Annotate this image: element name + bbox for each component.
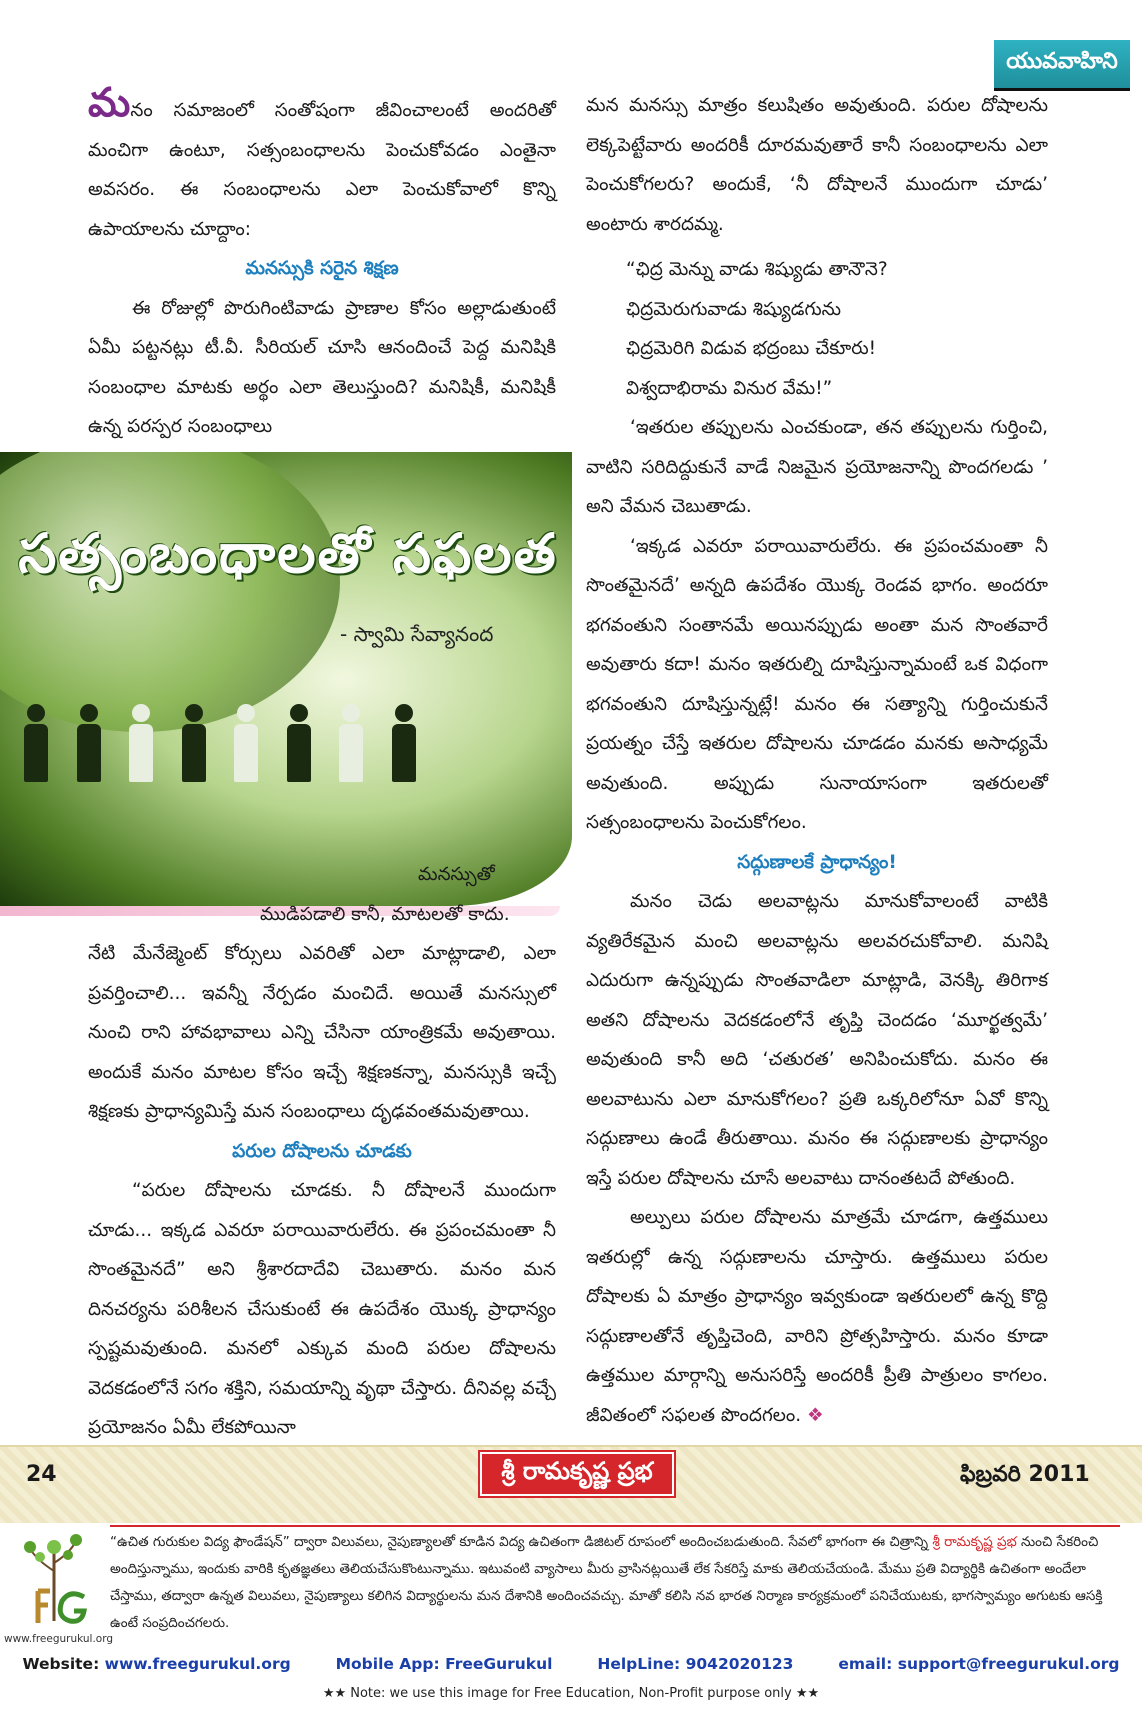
paragraph-1: ఈ రోజుల్లో పొరుగింటివాడు ప్రాణాల కోసం అల్లాడుతుంటే ఏమీ పట్టనట్లు టీ.వీ. సీరియల్ చూసి ఆనందించే పెద్ద మనిషికి సంబంధాల మాటకు అర్థం ఎలా తెలుస్తుంది? మనిషికీ, మనిషికీ ఉన్న పరస్పర సంబంధాలు — [88, 297, 556, 437]
verse-line: ఛిద్రమెరిగి విడువ భద్రంబు చేకూరు! — [626, 338, 877, 359]
email-link[interactable]: email: support@freegurukul.org — [838, 1655, 1120, 1673]
heading-virtues-first: సద్గుణాలకే ప్రాధాన్యం! — [737, 851, 897, 873]
paragraph-2: నేటి మేనేజ్మెంట్ కోర్సులు ఎవరితో ఎలా మాట్లాడాలి, ఎలా ప్రవర్తించాలి... ఇవన్నీ నేర్పడం మంచిదే. అయితే మనస్సులో నుంచి రాని హావభావాలు ఎన్ని చేసినా యాంత్రికమే అవుతాయి. అందుకే మనం మాటల కోసం ఇచ్చే శిక్షణకన్నా, మనస్సుకి ఇచ్చే శిక్షణకు ప్రాధాన్యమిస్తే మన సంబంధాలు దృఢవంతమవుతాయి. — [88, 943, 556, 1122]
credit-section — [0, 1523, 1142, 1718]
magazine-name: శ్రీ రామకృష్ణ ప్రభ — [480, 1452, 674, 1496]
credit-magazine-name: శ్రీ రామకృష్ణ ప్రభ — [932, 1534, 1017, 1550]
usage-note: ★★ Note: we use this image for Free Education, Non-Profit purpose only ★★ — [322, 1686, 820, 1701]
right-paragraph-2: ‘ఇతరుల తప్పులను ఎంచకుండా, తన తప్పులను గుర్తించి, వాటిని సరిదిద్దుకునే వాడే నిజమైన ప్రయోజనాన్ని పొందగలడు ’ అని వేమన చెబుతాడు. — [586, 417, 1048, 517]
intro-paragraph: మనం సమాజంలో సంతోషంగా జీవించాలంటే అందరితో మంచిగా ఉంటూ, సత్సంబంధాలను పెంచుకోవడం ఎంతైనా అవసరం. ఈ సంబంధాలను ఎలా పెంచుకోవాలో కొన్ని ఉపాయాలను చూద్దాం: — [88, 80, 556, 240]
right-paragraph-1: మన మనస్సు మాత్రం కలుషితం అవుతుంది. పరుల దోషాలను లెక్కపెట్టేవారు అందరికీ దూరమవుతారే కానీ సంబంధాలను ఎలా పెంచుకోగలరు? అందుకే, ‘నీ దోషాలనే ముందుగా చూడు’ అంటారు శారదమ్మ. — [586, 95, 1048, 235]
right-paragraph-4: మనం చెడు అలవాట్లను మానుకోవాలంటే వాటికి వ్యతిరేకమైన మంచి అలవాట్లను అలవరచుకోవాలి. మనిషి ఎదురుగా ఉన్నప్పుడు సొంతవాడిలా మాట్లాడి, వెనక్కి తిరిగాక అతని దోషాలను వెదకడంలోనే తృప్తి చెందడం ‘మూర్ఖత్వమే’ అవుతుంది కానీ అది ‘చతురత’ అనిపించుకోదు. మనం ఈ అలవాటును ఎలా మానుకోగలం? ప్రతి ఒక్కరిలోనూ ఏవో కొన్ని సద్గుణాలు ఉండే తీరుతాయి. మనం ఈ సద్గుణాలకు ప్రాధాన్యం ఇస్తే పరుల దోషాలను చూసే అలవాటు దానంతటదే పోతుంది. — [586, 891, 1048, 1189]
verse-line: విశ్వదాభిరామ వినుర వేమ!” — [626, 377, 833, 399]
end-mark-icon: ❖ — [807, 1404, 824, 1426]
people-illustration — [10, 662, 430, 782]
article-banner — [0, 452, 572, 906]
verse-line: ఛిద్రమెరుగువాడు శిష్యుడగును — [626, 298, 842, 320]
paragraph-1-continued-a: మనస్సుతో — [418, 864, 495, 885]
left-column-bottom — [88, 855, 556, 1448]
heading-dont-see-faults: పరుల దోషాలను చూడకు — [232, 1140, 412, 1162]
drop-cap: మ — [88, 80, 131, 126]
verse-line: “ఛిద్ర మెన్ను వాడు శిష్యుడు తానౌనె? — [626, 259, 888, 280]
left-column-top — [88, 80, 556, 447]
freegurukul-logo-icon — [10, 1531, 98, 1629]
right-paragraph-3: ‘ఇక్కడ ఎవరూ పరాయివారులేరు. ఈ ప్రపంచమంతా నీ సొంతమైనదే’ అన్నది ఉపదేశం యొక్క రెండవ భాగం. అందరూ భగవంతుని సంతానమే అయినప్పుడు అంతా మన సొంతవారే అవుతారు కదా! మనం ఇతరుల్ని దూషిస్తున్నామంటే ఒక విధంగా భగవంతుని దూషిస్తున్నట్లే! మనం ఈ సత్యాన్ని గుర్తించుకునే ప్రయత్నం చేస్తే ఇతరుల దోషాలను చూడడం మనకు అసాధ్యమే అవుతుంది. అప్పుడు సునాయాసంగా ఇతరులతో సత్సంబంధాలను పెంచుకోగలం. — [586, 535, 1048, 833]
helpline-link[interactable]: HelpLine: 9042020123 — [597, 1655, 794, 1673]
paragraph-3: “పరుల దోషాలను చూడకు. నీ దోషాలనే ముందుగా చూడు... ఇక్కడ ఎవరూ పరాయివారులేరు. ఈ ప్రపంచమంతా నీ సొంతమైనదే” అని శ్రీశారదాదేవి చెబుతారు. మనం మన దినచర్యను పరిశీలన చేసుకుంటే ఈ ఉపదేశం యొక్క ప్రాధాన్యం స్పష్టమవుతుంది. మనలో ఎక్కువ మంది పరుల దోషాలను వెదకడంలోనే సగం శక్తిని, సమయాన్ని వృథా చేస్తారు. దీనివల్ల వచ్చే ప్రయోజనం ఏమీ లేకపోయినా — [88, 1180, 556, 1438]
heading-mind-training: మనస్సుకి సరైన శిక్షణ — [245, 258, 399, 279]
mobile-app-link[interactable]: Mobile App: FreeGurukul — [335, 1655, 553, 1673]
issue-date: ఫిబ్రవరి 2011 — [960, 1462, 1090, 1487]
paragraph-1-continued-b: ముడిపడాలి కానీ, మాటలతో కాదు. — [260, 903, 510, 925]
vemana-verse — [586, 250, 1048, 408]
logo-url: www.freegurukul.org — [4, 1633, 114, 1645]
credit-text: “ఉచిత గురుకుల విద్య ఫౌండేషన్” ద్వారా విలువలు, నైపుణ్యాలతో కూడిన విద్య ఉచితంగా డిజిటల్ రూపంలో అందించబడుతుంది. సేవలో భాగంగా ఈ చిత్రాన్ని శ్రీ రామకృష్ణ ప్రభ నుంచి సేకరించి అందిస్తున్నాము, ఇందుకు వారికి కృతజ్ఞతలు తెలియచేసుకొంటున్నాము. ఇటువంటి వ్యాసాలు మీరు వ్రాసినట్లయితే లేక సేకరిస్తే మాకు తెలియచేయండి. మేము ప్రతి విద్యార్థికి ఉచితంగా అందేలా చేస్తాము, తద్వారా ఉన్నత విలువలు, నైపుణ్యాలు కలిగిన విద్యార్థులను మన దేశానికి అందించవచ్చు. మాతో కలిసి నవ భారత నిర్మాణ కార్యక్రమంలో పనిచేయుటకు, భాగస్వామ్యం అగుటకు ఆసక్తి ఉంటే సంప్రదించగలరు. — [110, 1534, 1103, 1631]
website-link[interactable]: Website: www.freegurukul.org — [22, 1655, 291, 1673]
right-column — [586, 86, 1048, 1435]
credit-divider — [110, 1525, 1120, 1527]
section-tag: యువవాహిని — [994, 40, 1130, 91]
article-title: సత్సంబంధాలతో సఫలత — [18, 522, 558, 585]
contact-links — [0, 1655, 1142, 1673]
article-author: - స్వామి సేవ్యానంద — [340, 622, 494, 646]
page-number: 24 — [26, 1462, 57, 1487]
right-paragraph-5: అల్పులు పరుల దోషాలను మాత్రమే చూడగా, ఉత్తములు ఇతరుల్లో ఉన్న సద్గుణాలను చూస్తారు. ఉత్తములు పరుల దోషాలకు ఏ మాత్రం ప్రాధాన్యం ఇవ్వకుండా ఇతరులలో ఉన్న కొద్ది సద్గుణాలతోనే తృప్తిచెంది, వారిని ప్రోత్సహిస్తారు. మనం కూడా ఉత్తముల మార్గాన్ని అనుసరిస్తే అందరికీ ప్రీతి పాత్రులం కాగలం. జీవితంలో సఫలత పొందగలం. ❖ — [586, 1207, 1048, 1426]
